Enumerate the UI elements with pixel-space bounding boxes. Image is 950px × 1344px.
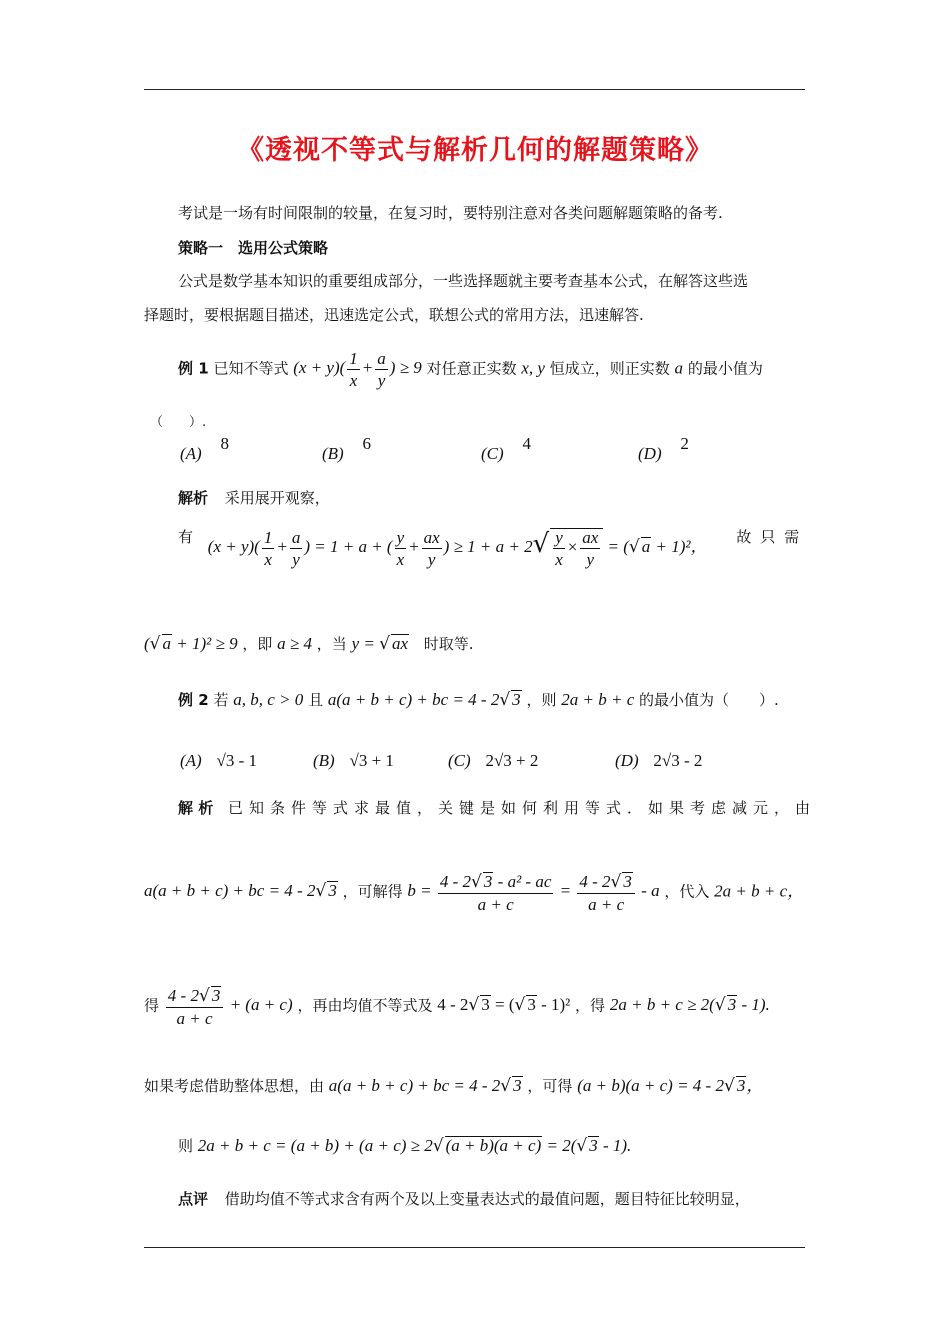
example1-vars: x, y: [521, 358, 545, 378]
example1-text3: 恒成立，则正实数: [549, 359, 670, 378]
example1-blank: （ ）.: [150, 415, 207, 430]
example1-var-a: a: [674, 358, 684, 378]
example1-option-a: (A) 8: [180, 434, 229, 463]
strategy-para-line2: 择题时，要根据题目描述，迅速选定公式，联想公式的常用方法，迅速解答.: [144, 306, 644, 324]
example2-derivation3: 如果考虑借助整体思想，由 a(a + b + c) + bc = 4 - 2√ 3 ，可得 (a + b)(a + c) = 4 - 2√ 3，: [144, 1076, 764, 1096]
example1-option-d: (D) 2: [638, 434, 689, 463]
top-rule: [144, 89, 805, 90]
example2-analysis: 解 析 已知条件等式求最值，关键是如何利用等式．如果考虑减元，由: [178, 799, 817, 817]
example2-option-b: (B) √3 + 1: [313, 751, 394, 770]
example1-label: 例 1: [178, 359, 209, 378]
page-title: 《透视不等式与解析几何的解题策略》: [237, 135, 713, 166]
example1-problem: [178, 350, 763, 389]
strategy-heading: 策略一 选用公式策略: [178, 239, 329, 257]
example2-option-c: (C) 2√3 + 2: [448, 751, 539, 770]
strategy-para-line1: 公式是数学基本知识的重要组成部分，一些选择题就主要考查基本公式，在解答这些选: [178, 272, 749, 290]
comment-paragraph: 点评 借助均值不等式求含有两个及以上变量表达式的最值问题，题目特征比较明显，: [178, 1190, 750, 1208]
example1-option-c: (C) 4: [481, 434, 531, 463]
example2-derivation2: 得 $\frac{4 - 2√ 3}{a + c}$ + (a + c) ，再由均值不等式及 4 - 2√ 3 = (√ 3 - 1)² ，得 2a + b + c ≥ 2(√ 3 - 1).: [144, 986, 770, 1028]
example1-derivation: 有 (x + y)( $\frac{1}{x}$ + $\frac{a}{y}$ ) = 1 + a + ( $\frac{y}{x}$ + $\frac{ax}{y}$ ) ≥ 1 + a + 2√ $\frac{y}{x}$ × $\frac{ax}{y}$ = (√ a + 1)²， 故只需: [178, 528, 809, 569]
example2-problem: 例 2 若 a, b, c > 0 且 a(a + b + c) + bc = 4 - 2√ 3 ，则 2a + b + c 的最小值为（ ）.: [178, 690, 779, 710]
example1-text1: 已知不等式: [213, 359, 289, 378]
example2-derivation1: a(a + b + c) + bc = 4 - 2√ 3 ，可解得 b = $\frac{\text{4 - 2√ 3 - a² - ac}}{a + c}$ = $\frac{4 - 2√ 3}{a + c}$ - a ，代入 2a + b + c，: [144, 872, 805, 914]
example2-option-d: (D) 2√3 - 2: [615, 751, 703, 770]
example2-derivation4: 则 2a + b + c = (a + b) + (a + c) ≥ 2√ (a + b)(a + c) = 2(√ 3 - 1).: [178, 1136, 632, 1156]
example2-option-a: (A) √3 - 1: [180, 751, 257, 770]
example1-text2: 对任意正实数: [426, 359, 517, 378]
example1-option-b: (B) 6: [322, 434, 371, 463]
example1-analysis: 解析 采用展开观察，: [178, 489, 330, 507]
example1-inequality: (x + y)( $\frac{1}{x}$ + $\frac{a}{y}$ ) ≥ 9: [293, 349, 422, 390]
example1-conclusion: (√ a + 1)² ≥ 9 ，即 a ≥ 4 ，当 y = √ ax 时取等.: [144, 634, 474, 654]
example1-text4: 的最小值为: [687, 359, 763, 378]
bottom-rule: [144, 1247, 805, 1248]
intro-paragraph: 考试是一场有时间限制的较量，在复习时，要特别注意对各类问题解题策略的备考.: [178, 204, 723, 222]
